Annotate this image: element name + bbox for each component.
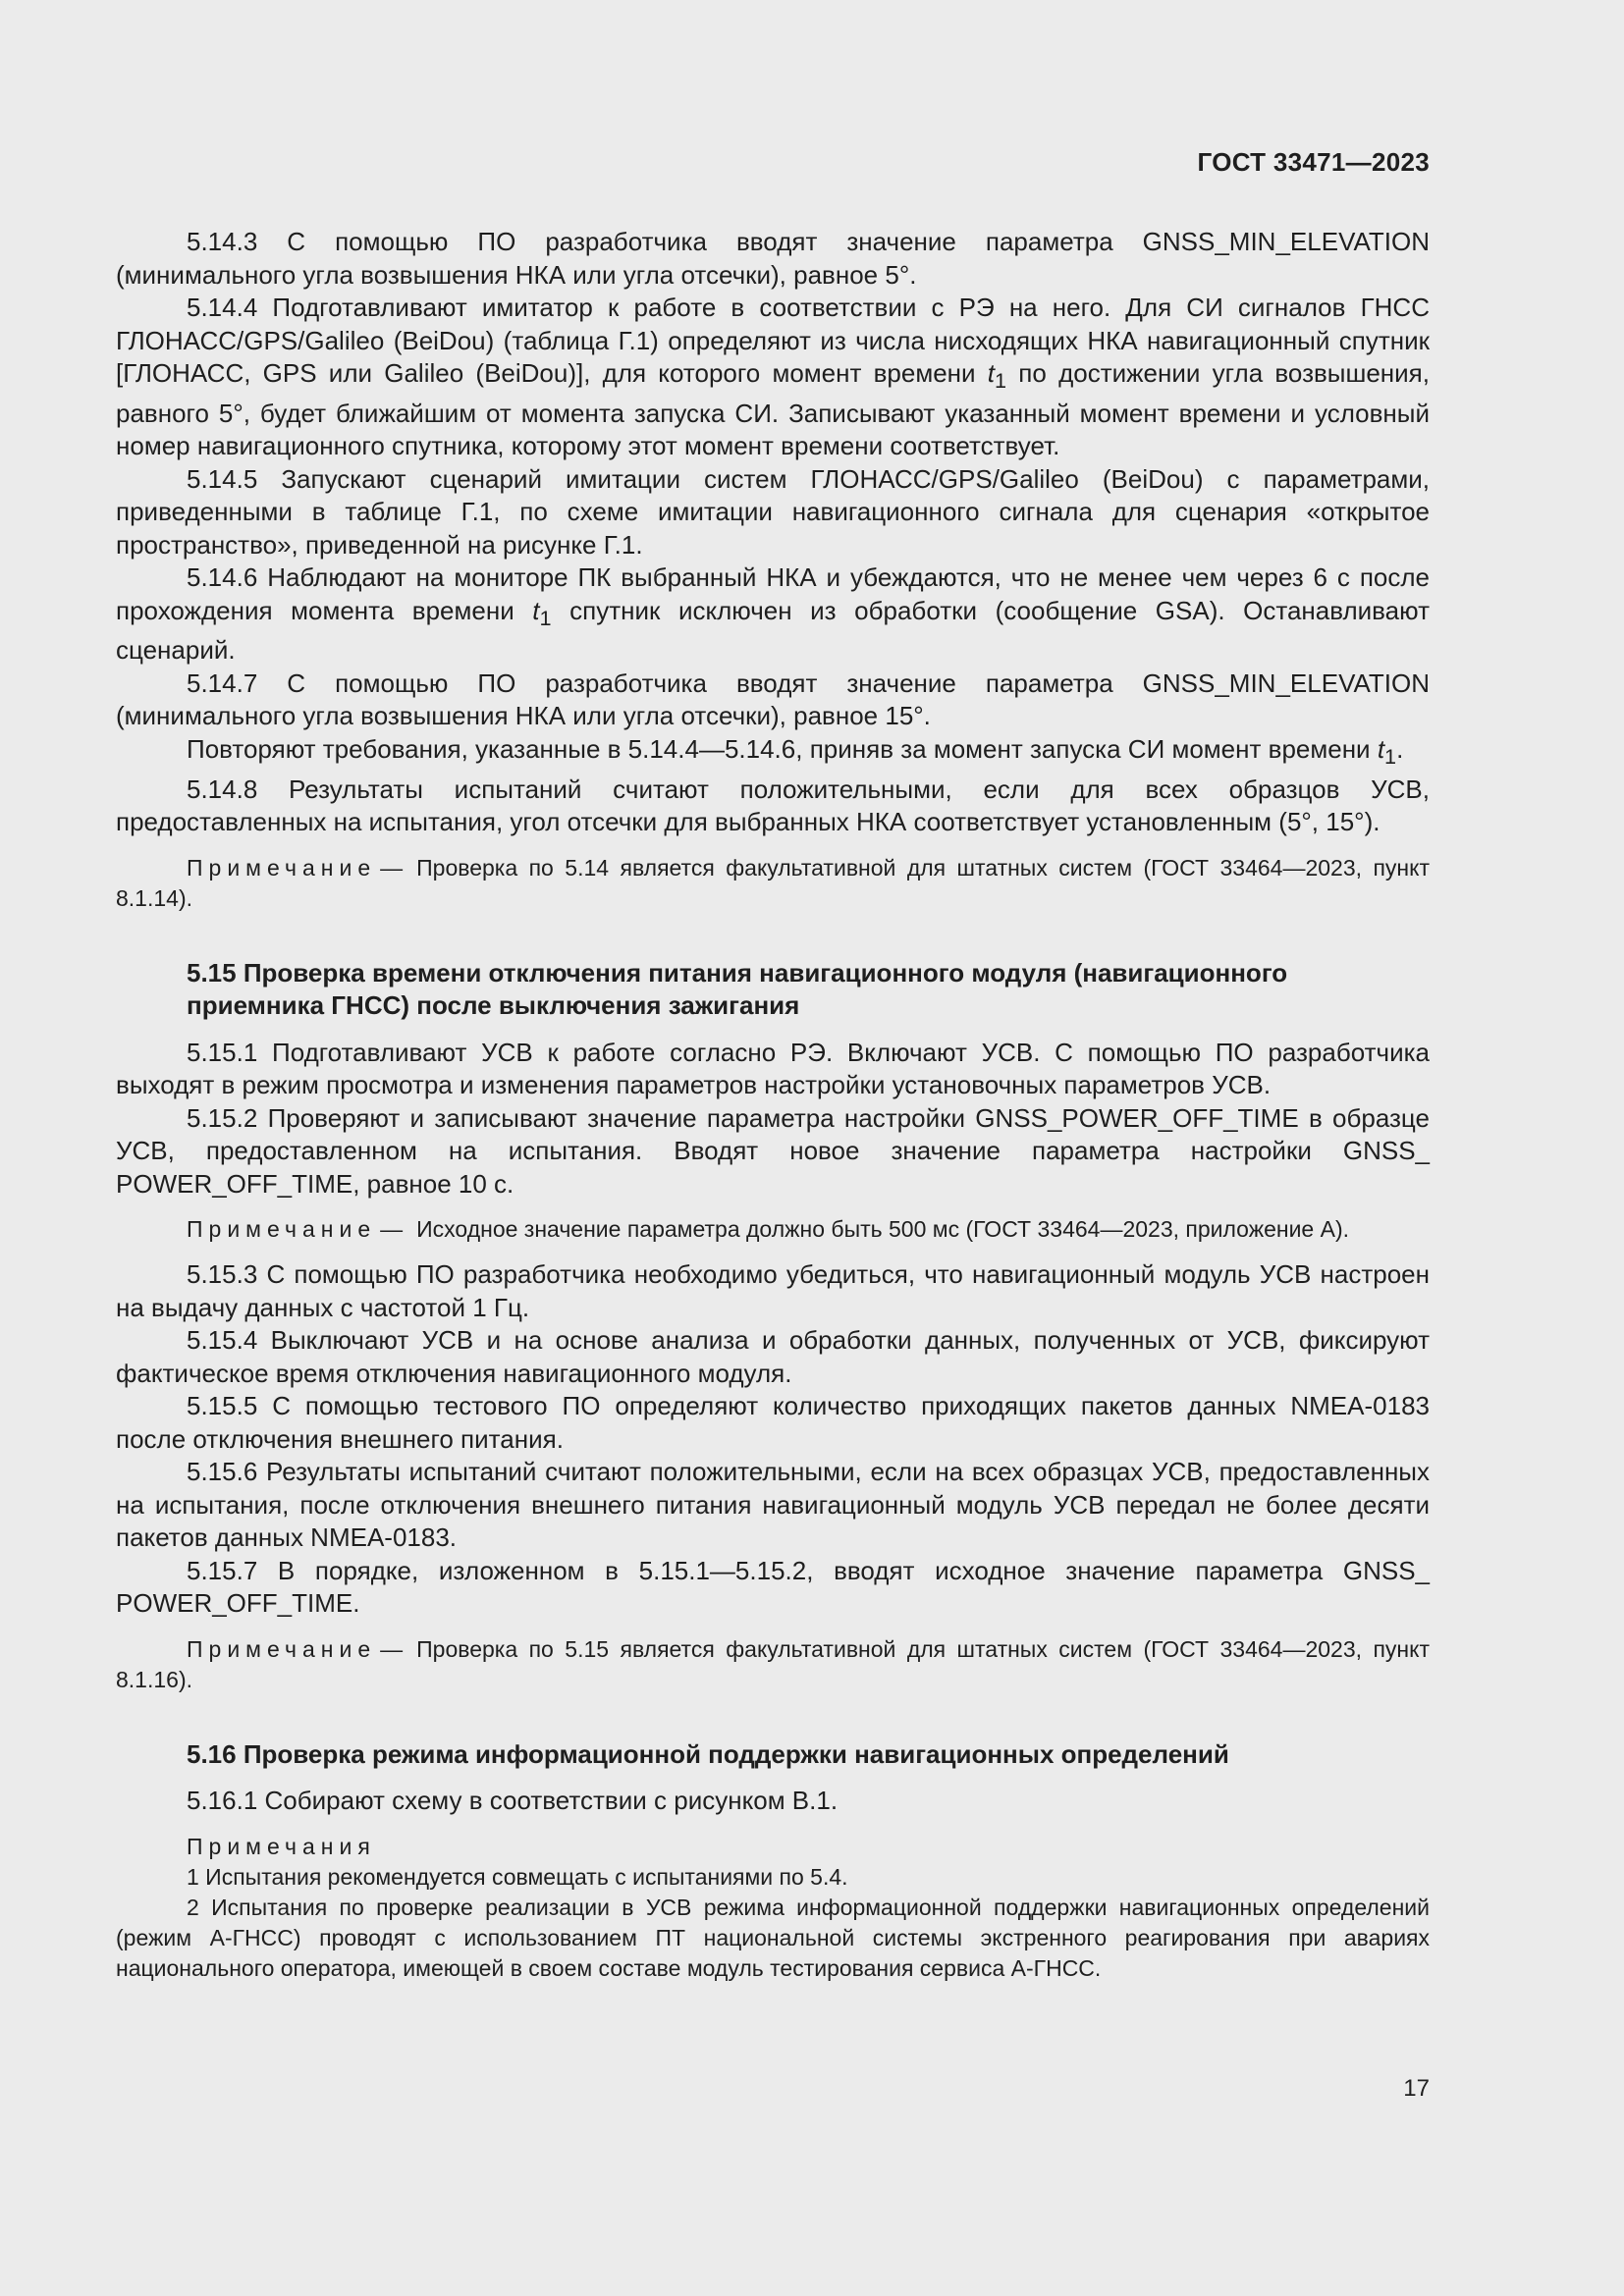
para-5-15-3: 5.15.3 С помощью ПО разработчика необходимо убедиться, что навигационный модуль УСВ настроен на выдачу данных с частотой 1 Гц. [116, 1259, 1430, 1322]
note-dash: — [380, 1216, 404, 1243]
para-text: 5.14.6 Наблюдают на мониторе ПК выбранный НКА и убеждаются, что не менее чем через 6 с после прохождения момента времени [116, 562, 1430, 625]
time-subscript: 1 [539, 605, 552, 630]
para-text: 5.14.4 Подготавливают имитатор к работе в соответствии с РЭ на него. Для СИ сигналов ГНСС ГЛОНАСС/GPS/Galileo (BeiDou) (таблица Г.1) определяют из числа нисходящих НКА навигационный спутник [ГЛОНАСС, GPS или Galileo (BeiDou)], для которого момент времени [116, 293, 1430, 388]
note-dash: — [380, 1635, 404, 1662]
time-variable: t [987, 358, 996, 388]
para-text: Повторяют требования, указанные в 5.14.4—5.14.6, приняв за момент запуска СИ момент времени [187, 733, 1378, 764]
para-5-14-3: 5.14.3 С помощью ПО разработчика вводят значение параметра GNSS_MIN_ELEVATION (минимального угла возвышения НКА или угла отсечки), равное 5°. [116, 227, 1430, 290]
note-5-15 [116, 1634, 1430, 1695]
note-5-14 [116, 853, 1430, 914]
section-5-15-title: 5.15 Проверка времени отключения питания навигационного модуля (навигационного приемника ГНСС) после выключения зажигания [187, 957, 1288, 1021]
para-5-15-4: 5.15.4 Выключают УСВ и на основе анализа и обработки данных, полученных от УСВ, фиксируют фактическое время отключения навигационного модуля. [116, 1325, 1430, 1388]
note-text: Проверка по 5.15 является факультативной для штатных систем (ГОСТ 33464—2023, пункт 8.1.16). [116, 1635, 1430, 1692]
time-variable: t [532, 595, 540, 625]
para-5-15-2: 5.15.2 Проверяют и записывают значение параметра настройки GNSS_POWER_OFF_TIME в образце УСВ, предоставленном на испытания. Вводят новое значение параметра настройки GNSS_ POWER_OFF_TIME, равное 10 с. [116, 1102, 1430, 1199]
note-item-1: 1 Испытания рекомендуется совмещать с испытаниями по 5.4. [187, 1863, 848, 1890]
para-5-14-4 [116, 292, 1430, 463]
time-subscript: 1 [995, 368, 1007, 394]
document-id: ГОСТ 33471—2023 [1197, 147, 1430, 177]
para-5-14-5: 5.14.5 Запускают сценарий имитации систем ГЛОНАСС/GPS/Galileo (BeiDou) с параметрами, приведенными в таблице Г.1, по схеме имитации навигационного сигнала для сценария «открытое пространство», приведенной на рисунке Г.1. [116, 463, 1430, 560]
note-item-2: 2 Испытания по проверке реализации в УСВ режима информационной поддержки навигационных определений (режим А-ГНСС) проводят с использованием ПТ национальной системы экстренного реагирования при авариях национального оператора, имеющей в своем составе модуль тестирования сервиса А-ГНСС. [116, 1894, 1430, 1981]
para-5-14-7-repeat [116, 733, 1430, 774]
notes-label-text: Примечания [187, 1833, 376, 1859]
para-5-15-6: 5.15.6 Результаты испытаний считают положительными, если на всех образцах УСВ, предоставленных на испытания, после отключения внешнего питания навигационный модуль УСВ передал не более десяти пакетов данных NMEA-0183. [116, 1457, 1430, 1553]
section-5-16-title: 5.16 Проверка режима информационной поддержки навигационных определений [187, 1738, 1229, 1769]
note-label: Примечание [187, 1216, 377, 1243]
note-5-15-2 [116, 1214, 1430, 1245]
para-text: по достижении угла возвышения, равного 5°, будет ближайшим от момента запуска СИ. Записывают указанный момент времени и условный номер навигационного спутника, которому этот момент времени соответствует. [116, 358, 1430, 461]
note-dash: — [380, 854, 404, 881]
notes-5-16 [116, 1832, 1430, 1984]
para-5-16-1: 5.16.1 Собирают схему в соответствии с рисунком В.1. [187, 1786, 839, 1816]
notes-label [116, 1832, 1430, 1862]
para-5-15-1: 5.15.1 Подготавливают УСВ к работе согласно РЭ. Включают УСВ. С помощью ПО разработчика выходят в режим просмотра и изменения параметров настройки установочных параметров УСВ. [116, 1037, 1430, 1100]
para-text: спутник исключен из обработки (сообщение GSA). Останавливают сценарий. [116, 595, 1430, 666]
para-text: . [1396, 733, 1404, 764]
time-variable: t [1377, 733, 1385, 764]
note-label: Примечание [187, 1635, 377, 1662]
page-body [116, 226, 1430, 1984]
page-number: 17 [1403, 2075, 1430, 2102]
para-5-15-5: 5.15.5 С помощью тестового ПО определяют количество приходящих пакетов данных NMEA-0183 после отключения внешнего питания. [116, 1391, 1430, 1454]
para-5-14-6 [116, 561, 1430, 667]
para-5-14-7: 5.14.7 С помощью ПО разработчика вводят значение параметра GNSS_MIN_ELEVATION (минимального угла возвышения НКА или угла отсечки), равное 15°. [116, 667, 1430, 731]
note-text: Проверка по 5.14 является факультативной для штатных систем (ГОСТ 33464—2023, пункт 8.1.14). [116, 854, 1430, 911]
note-label: Примечание [187, 854, 377, 881]
para-5-14-8: 5.14.8 Результаты испытаний считают положительными, если для всех образцов УСВ, предоставленных на испытания, угол отсечки для выбранных НКА соответствует установленным (5°, 15°). [116, 774, 1430, 837]
para-5-15-7: 5.15.7 В порядке, изложенном в 5.15.1—5.15.2, вводят исходное значение параметра GNSS_ POWER_OFF_TIME. [116, 1555, 1430, 1619]
note-text: Исходное значение параметра должно быть 500 мс (ГОСТ 33464—2023, приложение А). [416, 1216, 1349, 1243]
time-subscript: 1 [1384, 744, 1397, 770]
